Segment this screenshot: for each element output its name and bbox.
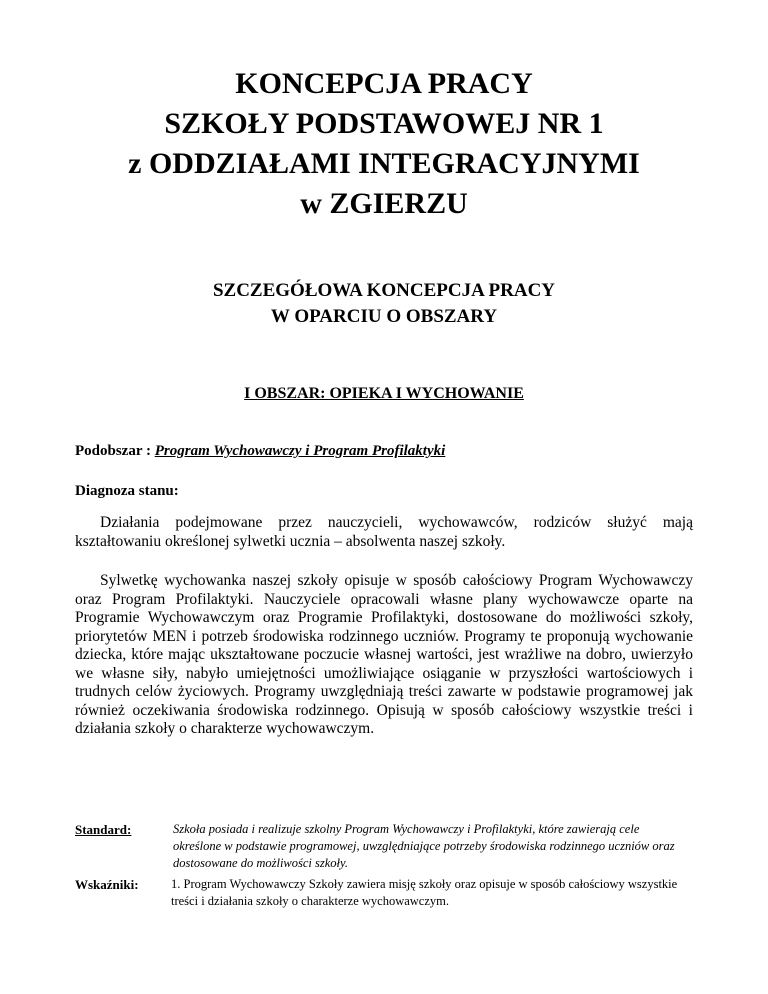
paragraph-1-text: Działania podejmowane przez nauczycieli, wychowawców, rodziców służyć mają kształtowaniu określonej sylwetki ucznia – absolwenta naszej szkoły. <box>75 514 693 550</box>
document-title <box>40 64 728 224</box>
title-line-3: z ODDZIAŁAMI INTEGRACYJNYMI <box>128 147 640 180</box>
area-heading <box>60 383 708 405</box>
indicators-text: 1. Program Wychowawczy Szkoły zawiera misję szkoły oraz opisuje w sposób całościowy wszystkie treści i działania szkoły o charakterze wychowawczym. <box>171 877 678 908</box>
subarea-line <box>75 441 715 461</box>
document-subtitle <box>60 278 708 330</box>
indicators-label: Wskaźniki: <box>75 877 139 892</box>
subarea-label: Podobszar : <box>75 443 155 459</box>
paragraph-1 <box>75 514 693 551</box>
subarea-value: Program Wychowawczy i Program Profilaktyki <box>154 443 446 459</box>
title-line-2: SZKOŁY PODSTAWOWEJ NR 1 <box>164 107 604 140</box>
diagnosis-heading: Diagnoza stanu: <box>75 483 179 499</box>
subtitle-line-2: W OPARCIU O OBSZARY <box>270 306 498 327</box>
standard-text: Szkoła posiada i realizuje szkolny Program Wychowawczy i Profilaktyki, które zawierają cele określone w podstawie programowej, uwzględniające potrzeby środowiska rodzinnego uczniów oraz dostosowane do możliwości szkoły. <box>173 822 675 870</box>
title-line-4: w ZGIERZU <box>300 187 468 220</box>
area-heading-text: I OBSZAR: OPIEKA I WYCHOWANIE <box>244 385 524 402</box>
title-line-1: KONCEPCJA PRACY <box>235 67 533 100</box>
subtitle-line-1: SZCZEGÓŁOWA KONCEPCJA PRACY <box>212 280 556 301</box>
paragraph-2-text: Sylwetkę wychowanka naszej szkoły opisuje w sposób całościowy Program Wychowawczy oraz Program Profilaktyki. Nauczyciele opracowali własne plany wychowawcze oparte na Programie Wychowawczym oraz Programie Profilaktyki, dostosowane do możliwości szkoły, priorytetów MEN i potrzeb środowiska rodzinnego uczniów. Programy te proponują wychowanie dziecka, które mając ukształtowane poczucie własnej wartości, jest wrażliwe na dobro, uwierzyło we własne siły, nabyło umiejętności umożliwiające osiąganie w przyszłości wartościowych i trudnych celów życiowych. Programy uwzględniają treści zawarte w podstawie programowej jak również oczekiwania środowiska rodzinnego. Opisują w sposób całościowy wszystkie treści i działania szkoły o charakterze wychowawczym. <box>75 572 693 737</box>
paragraph-2 <box>75 572 693 739</box>
standard-label: Standard: <box>75 822 132 837</box>
